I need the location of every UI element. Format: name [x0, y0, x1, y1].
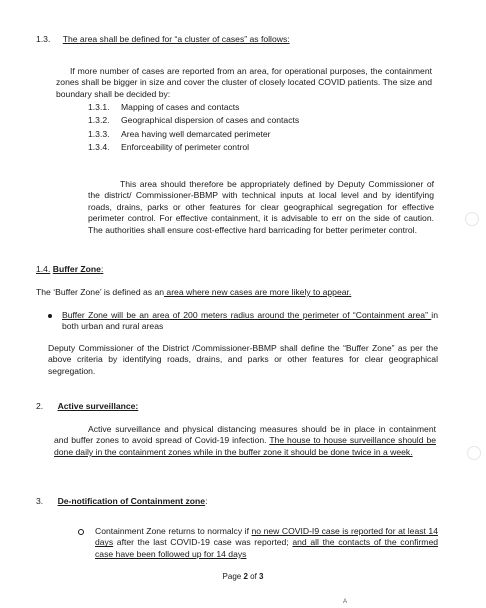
bullet-icon — [48, 314, 52, 318]
list-item-text: Geographical dispersion of cases and contacts — [121, 115, 300, 126]
section-1-3-list — [88, 102, 408, 156]
heading-colon: : — [100, 264, 104, 274]
section-1-3-paragraph: If more number of cases are reported from an area, for operational purposes, the containment zones shall be bigger in size and cover the cluster of closely located COVID patients. The size and boundary shall be decided by: — [56, 66, 432, 99]
bullet-plain: Containment Zone returns to normalcy if — [95, 526, 252, 536]
list-item — [88, 142, 408, 155]
list-item — [88, 102, 408, 115]
bullet-text — [95, 526, 438, 560]
section-number: 3. — [36, 496, 44, 506]
punch-hole-bottom — [467, 446, 481, 460]
bullet-icon — [78, 529, 84, 535]
current-page: 2 — [243, 572, 248, 581]
section-1-3-heading — [36, 34, 290, 45]
section-3-heading — [36, 496, 207, 507]
section-1-3-paragraph-2: This area should therefore be appropriately defined by Deputy Commissioner of the district/ Commissioner-BBMP with technical inputs at local level and by identifying roads, drains, parks or other features for clear geographical segregation for effective perimeter control. For effective containment, it is advisable to err on the side of caution. The authorities shall ensure cost-effective hard barricading for better perimeter control. — [88, 179, 434, 235]
paragraph-underlined: The house to house surveillance should be done daily in the containment zones while in the buffer zone it should be done twice in a week. — [54, 435, 436, 457]
section-title: Active surveillance: — [57, 401, 139, 411]
section-number: 1.3. — [36, 34, 51, 44]
section-1-4-paragraph: Deputy Commissioner of the District /Commissioner-BBMP shall define the “Buffer Zone” as per the above criteria by identifying roads, drains, and parks or other features for clear geographical segregation. — [48, 343, 438, 376]
section-number: 2. — [36, 401, 44, 411]
list-item-number: 1.3.3. — [88, 128, 110, 139]
section-2-heading — [36, 401, 138, 412]
bullet-plain: after the last COVID-19 case was reported; — [113, 537, 293, 548]
list-item-number: 1.3.1. — [88, 102, 110, 112]
section-1-4-heading — [36, 264, 103, 275]
bullet-plain: in both urban and rural areas — [62, 310, 438, 332]
list-item-text: Enforceability of perimeter control — [121, 142, 250, 153]
paragraph-plain: Active surveillance and physical distancing measures should be in place in containment and buffer zones to avoid spread of Covid-19 infection. — [54, 424, 436, 446]
section-number: 1.4. — [36, 264, 51, 274]
bullet-underlined: and all the contacts of the confirmed case have been followed up for 14 days — [95, 537, 438, 559]
denotification-bullet — [78, 526, 438, 560]
section-2-paragraph — [54, 424, 436, 458]
section-title: De-notification of Containment zone — [57, 496, 206, 506]
definition-underlined: area where new cases are more likely to appear. — [164, 287, 352, 297]
punch-hole-top — [465, 212, 479, 226]
section-title: Buffer Zone — [52, 264, 101, 274]
buffer-zone-definition — [36, 287, 456, 298]
footer-middle: of — [247, 572, 260, 581]
bullet-underlined: no new COVID-I9 case is reported for at least 14 days — [95, 526, 438, 548]
corner-mark: A — [343, 599, 348, 605]
list-item-text: Mapping of cases and contacts — [121, 102, 240, 112]
bullet-text — [62, 310, 438, 333]
section-title: The area shall be defined for “a cluster of cases” as follows: — [62, 34, 290, 44]
bullet-underlined: Buffer Zone will be an area of 200 meters radius around the perimeter of “Containment area” — [62, 310, 432, 320]
total-pages: 3 — [259, 572, 264, 581]
list-item — [88, 129, 408, 142]
list-item — [88, 115, 408, 128]
buffer-zone-bullet — [48, 310, 438, 333]
list-item-number: 1.3.2. — [88, 115, 110, 126]
list-item-number: 1.3.4. — [88, 142, 110, 153]
list-item-text: Area having well demarcated perimeter — [121, 128, 271, 139]
heading-colon: : — [205, 496, 208, 506]
footer-prefix: Page — [222, 572, 244, 581]
page-footer — [0, 571, 486, 582]
definition-text: The ‘Buffer Zone’ is defined as an — [36, 287, 165, 297]
